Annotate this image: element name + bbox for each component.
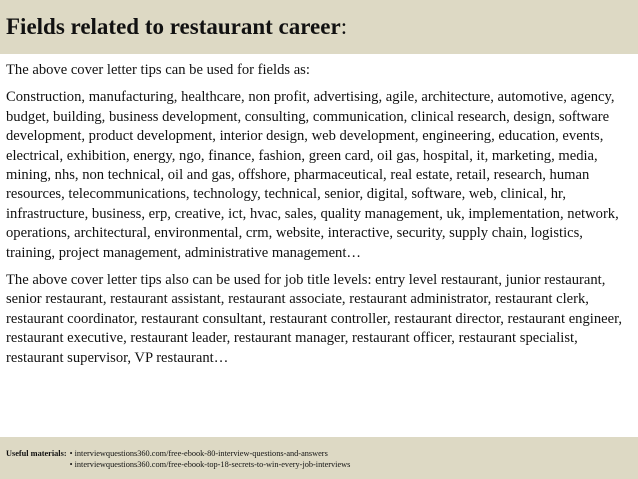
useful-material-link-ebook-80-questions[interactable]: • interviewquestions360.com/free-ebook-80-interview-questions-and-answers [69, 449, 328, 458]
footer-band [0, 437, 638, 479]
useful-materials-label-text: Useful materials [6, 449, 64, 458]
header-band [0, 0, 638, 54]
useful-materials-links [70, 448, 351, 470]
page-title-text: Fields related to restaurant career [6, 14, 341, 39]
page-title [6, 12, 347, 42]
useful-materials-separator: : [63, 449, 67, 458]
useful-materials [6, 448, 350, 470]
useful-materials-label [6, 448, 67, 470]
job-levels-paragraph: The above cover letter tips also can be used for job title levels: entry level restaurant, junior restaurant, senior restaurant, restaurant assistant, restaurant associate, restaurant administrator, restaurant clerk, restaurant coordinator, restaurant consultant, restaurant controller, restaurant director, restaurant engineer, restaurant executive, restaurant leader, restaurant manager, restaurant officer, restaurant specialist, restaurant supervisor, VP restaurant… [6, 272, 623, 366]
page-title-colon: : [340, 14, 348, 39]
fields-paragraph: Construction, manufacturing, healthcare, non profit, advertising, agile, architecture, automotive, agency, budget, building, business development, consulting, communication, clinical research, design, software development, product development, interior design, web development, engineering, education, events, electrical, exhibition, energy, ngo, finance, fashion, green card, oil gas, hospital, it, marketing, media, mining, nhs, non technical, oil and gas, offshore, pharmaceutical, real estate, retail, research, human resources, telecommunications, technology, technical, senior, digital, software, web, clinical, hr, infrastructure, business, erp, creative, ict, hvac, sales, quality management, uk, implementation, network, operations, architectural, environmental, crm, website, interactive, security, supply chain, logistics, training, project management, administrative management… [6, 89, 619, 261]
main-content [6, 61, 634, 368]
intro-paragraph: The above cover letter tips can be used for fields as: [6, 62, 310, 78]
useful-material-link-ebook-18-secrets[interactable]: • interviewquestions360.com/free-ebook-top-18-secrets-to-win-every-job-interviews [69, 460, 351, 469]
